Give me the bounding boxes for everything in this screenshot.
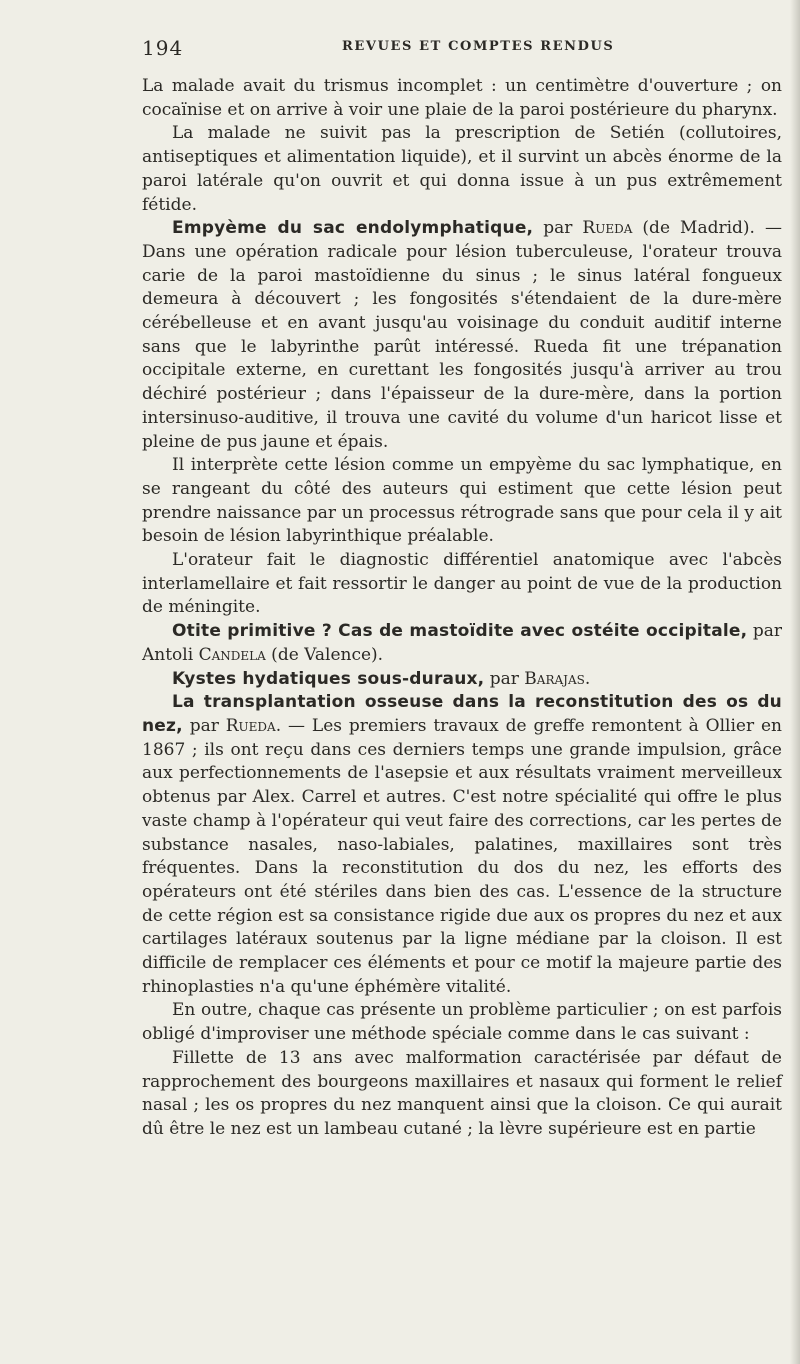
paragraph: La malade avait du trismus incomplet : un centimètre d'ouverture ; on cocaïnise et on arrive à voir une plaie de la paroi postérieure du pharynx. <box>142 76 782 120</box>
paragraph: Il interprète cette lésion comme un empyème du sac lymphatique, en se rangeant du côté des auteurs qui estiment que cette lésion peut prendre naissance par un processus rétrograde sans que pour cela il y ait besoin de lésion labyrinthique préalable. <box>142 455 782 547</box>
paragraph: L'orateur fait le diagnostic différentiel anatomique avec l'abcès interlamellaire et fait ressortir le danger au point de vue de la production de méningite. <box>142 550 782 618</box>
section-heading: La transplantation osseuse dans la reconstitution des os du nez, <box>142 692 782 736</box>
section-paragraph: Kystes hydatiques sous-duraux, par Barajas. <box>172 668 591 689</box>
author-name: Barajas <box>524 668 585 689</box>
author-name: Rueda <box>582 218 633 239</box>
section-paragraph: La transplantation osseuse dans la reconstitution des os du nez, par Rueda. — Les premiers travaux de greffe remontent à Ollier en 1867 ; ils ont reçu dans ces derniers temps une grande impulsion, grâce aux perfectionnements de l'asepsie et aux résultats vraiment merveilleux obtenus par Alex. Carrel et autres. C'est notre spécialité qui offre le plus vaste champ à l'opérateur qui veut faire des corrections, car les pertes de substance nasales, naso-labiales, palatines, maxillaires sont très fréquentes. Dans la reconstitution du dos du nez, les efforts des opérateurs ont été stériles dans bien des cas. L'essence de la structure de cette région est sa consistance rigide due aux os propres du nez et aux cartilages latéraux soutenus par la ligne médiane par la cloison. Il est difficile de remplacer ces éléments et pour ce motif la majeure partie des rhinoplasties n'a qu'une éphémère vitalité. <box>142 692 782 997</box>
body-text <box>142 75 782 1142</box>
page-header <box>142 36 782 62</box>
paragraph: La malade ne suivit pas la prescription de Setién (collutoires, antiseptiques et alimentation liquide), et il survint un abcès énorme de la paroi latérale qu'on ouvrit et qui donna issue à un pus extrêmement fétide. <box>142 123 782 215</box>
running-title: REVUES ET COMPTES RENDUS <box>342 39 615 54</box>
section-paragraph: Empyème du sac endolymphatique, par Rueda (de Madrid). — Dans une opération radicale pour lésion tuberculeuse, l'orateur trouva carie de la paroi mastoïdienne du sinus ; le sinus latéral fongueux demeura à découvert ; les fongosités s'étendaient de la dure-mère cérébelleuse et en avant jusqu'au voisinage du conduit auditif interne sans que le labyrinthe parût intéressé. Rueda fit une trépanation occipitale externe, en curettant les fongosités jusqu'à arriver au trou déchiré postérieur ; dans l'épaisseur de la dure-mère, dans la portion intersinuso-auditive, il trouva une cavité du volume d'un haricot lisse et pleine de pus jaune et épais. <box>142 218 782 452</box>
section-heading: Kystes hydatiques sous-duraux, <box>172 668 485 689</box>
author-name: Candela <box>198 644 266 665</box>
paragraph: Fillette de 13 ans avec malformation caractérisée par défaut de rapprochement des bourgeons maxillaires et nasaux qui forment le relief nasal ; les os propres du nez manquent ainsi que la cloison. Ce qui aurait dû être le nez est un lambeau cutané ; la lèvre supérieure est en partie <box>142 1047 782 1139</box>
page-number: 194 <box>142 36 184 60</box>
author-name: Rueda <box>225 715 276 736</box>
section-paragraph: Otite primitive ? Cas de mastoïdite avec ostéite occipitale, par Antoli Candela (de Valence). <box>142 621 782 665</box>
paragraph: En outre, chaque cas présente un problème particulier ; on est parfois obligé d'improviser une méthode spéciale comme dans le cas suivant : <box>142 1000 782 1045</box>
section-heading: Empyème du sac endolymphatique, <box>172 218 534 239</box>
section-heading: Otite primitive ? Cas de mastoïdite avec ostéite occipitale, <box>172 621 748 642</box>
page-edge-shadow <box>790 0 800 1364</box>
